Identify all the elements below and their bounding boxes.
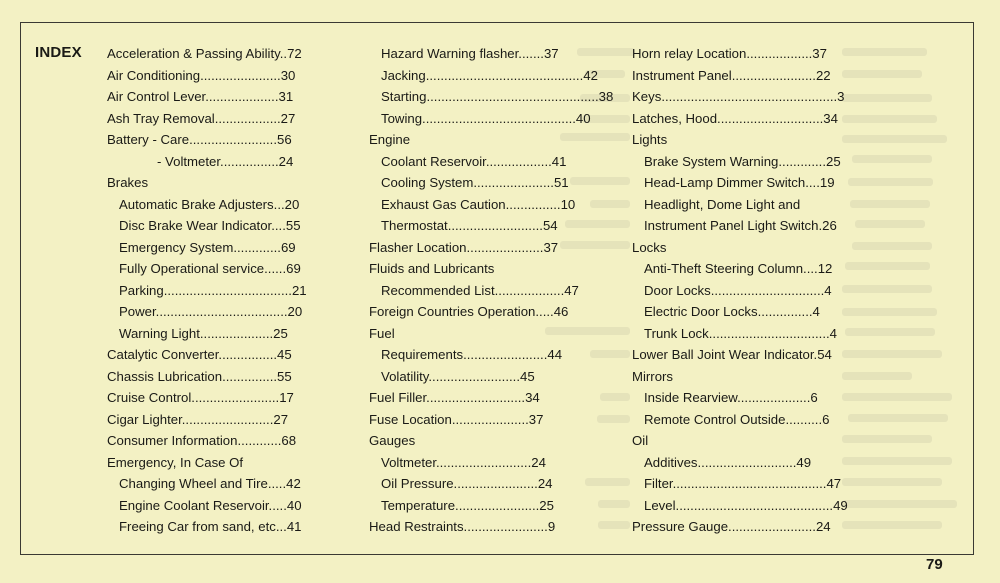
index-subentry: Engine Coolant Reservoir.....40 — [119, 497, 302, 513]
index-entry: Acceleration & Passing Ability..72 — [107, 46, 302, 61]
index-entry: Lights — [632, 132, 668, 147]
index-column-1 — [107, 43, 317, 538]
index-subentry: Inside Rearview....................6 — [644, 390, 818, 405]
index-subentry: Thermostat..........................54 — [381, 218, 558, 233]
index-heading: INDEX — [35, 44, 82, 61]
index-entry: Locks — [632, 239, 667, 255]
index-subentry: Power....................................20 — [119, 304, 303, 319]
index-subentry: Headlight, Dome Light and — [644, 196, 801, 212]
index-subentry: Voltmeter..........................24 — [381, 454, 546, 470]
index-subentry: Freeing Car from sand, etc...41 — [119, 519, 302, 534]
index-subentry: Hazard Warning flasher.......37 — [381, 46, 559, 61]
index-entry: Mirrors — [632, 368, 674, 384]
index-entry: Fuel — [369, 325, 395, 341]
index-entry: Flasher Location.....................37 — [369, 239, 559, 255]
index-column-2 — [369, 43, 614, 538]
index-subentry: Door Locks...............................4 — [644, 282, 832, 298]
index-subentry: Requirements.......................44 — [381, 347, 563, 362]
index-entry: Battery - Care........................56 — [107, 132, 292, 147]
index-subentry: Volatility.........................45 — [381, 368, 535, 384]
index-entry: Fluids and Lubricants — [369, 261, 495, 276]
index-subentry: Exhaust Gas Caution...............10 — [381, 196, 576, 212]
index-subentry: Warning Light....................25 — [119, 325, 288, 341]
index-entry: Oil — [632, 433, 649, 448]
index-subentry: Anti-Theft Steering Column....12 — [644, 261, 833, 276]
index-entry: Cruise Control........................17 — [107, 390, 294, 405]
index-subentry: Instrument Panel Light Switch.26 — [644, 218, 837, 233]
index-entry: Emergency, In Case Of — [107, 454, 244, 470]
index-entry: Consumer Information............68 — [107, 433, 297, 448]
index-entry: Cigar Lighter.........................27 — [107, 411, 289, 427]
index-subentry: Filter..........................................47 — [644, 476, 842, 491]
index-entry: Fuse Location.....................37 — [369, 411, 544, 427]
index-subentry: Jacking...........................................42 — [381, 67, 598, 83]
index-entry: Engine — [369, 132, 411, 147]
index-entry: Ash Tray Removal..................27 — [107, 110, 296, 126]
index-column-3 — [632, 43, 847, 538]
index-entry: Lower Ball Joint Wear Indicator.54 — [632, 347, 832, 362]
index-subentry: Towing..........................................40 — [381, 110, 591, 126]
index-subentry: Emergency System.............69 — [119, 239, 296, 255]
index-subentry: Oil Pressure.......................24 — [381, 476, 553, 491]
index-entry: Gauges — [369, 433, 416, 448]
index-subentry: Cooling System......................51 — [381, 175, 569, 190]
index-subentry: Head-Lamp Dimmer Switch....19 — [644, 175, 835, 190]
index-entry: Fuel Filler...........................34 — [369, 390, 540, 405]
index-entry: Foreign Countries Operation.....46 — [369, 304, 569, 319]
index-entry: Catalytic Converter................45 — [107, 347, 292, 362]
index-entry: Keys................................................3 — [632, 89, 845, 104]
index-entry: Pressure Gauge........................24 — [632, 519, 831, 534]
index-subentry: Parking...................................21 — [119, 282, 307, 298]
index-entry: Brakes — [107, 175, 149, 190]
index-subentry: Disc Brake Wear Indicator....55 — [119, 218, 301, 233]
index-entry: Latches, Hood.............................34 — [632, 110, 838, 126]
index-entry: Instrument Panel.......................22 — [632, 67, 831, 83]
index-subentry: Brake System Warning.............25 — [644, 153, 841, 169]
index-entry: Air Conditioning......................30 — [107, 67, 296, 83]
index-subentry: Fully Operational service......69 — [119, 261, 301, 276]
index-subentry: Starting...............................................38 — [381, 89, 614, 104]
index-subentry: Trunk Lock.................................4 — [644, 325, 837, 341]
index-subentry: - Voltmeter................24 — [157, 153, 294, 169]
index-entry: Horn relay Location..................37 — [632, 46, 827, 61]
index-entry: Chassis Lubrication...............55 — [107, 368, 292, 384]
index-subentry: Electric Door Locks...............4 — [644, 304, 820, 319]
index-entry: Air Control Lever....................31 — [107, 89, 294, 104]
index-subentry: Additives...........................49 — [644, 454, 812, 470]
index-subentry: Temperature.......................25 — [381, 497, 554, 513]
page-number: 79 — [926, 556, 943, 573]
index-subentry: Automatic Brake Adjusters...20 — [119, 196, 300, 212]
index-subentry: Level...........................................49 — [644, 497, 848, 513]
index-subentry: Recommended List...................47 — [381, 282, 579, 298]
index-entry: Head Restraints.......................9 — [369, 519, 556, 534]
index-subentry: Coolant Reservoir..................41 — [381, 153, 567, 169]
index-subentry: Remote Control Outside..........6 — [644, 411, 830, 427]
index-subentry: Changing Wheel and Tire.....42 — [119, 476, 301, 491]
